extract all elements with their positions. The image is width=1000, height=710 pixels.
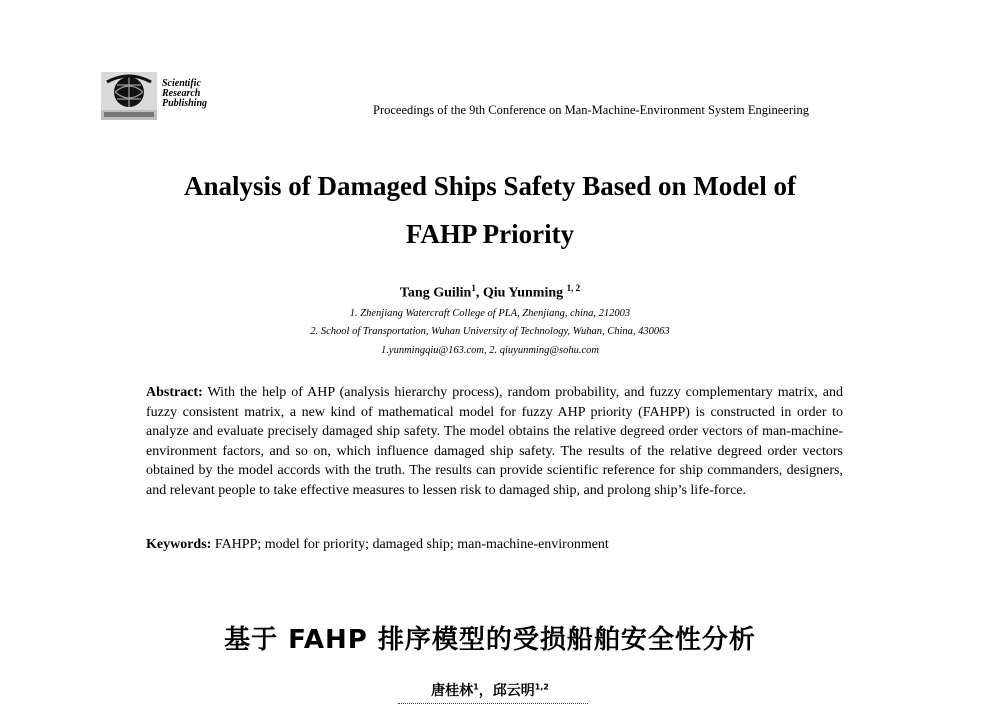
publisher-line: Scientific xyxy=(162,78,201,89)
publisher-line: Research xyxy=(162,88,201,99)
author-list xyxy=(0,283,990,302)
chinese-author-name: 唐桂林 xyxy=(431,683,474,699)
author-name: Qiu Yunming xyxy=(482,285,567,301)
chinese-author-mark: 1,2 xyxy=(534,682,549,692)
affiliation-1: 1. Zhenjiang Watercraft College of PLA, Zhenjiang, china, 212003 xyxy=(349,308,631,319)
publisher-name xyxy=(162,79,207,109)
author-affiliation-mark: 1 xyxy=(471,283,476,293)
keywords-label: Keywords: xyxy=(146,537,212,552)
conference-header: Proceedings of the 9th Conference on Man-Machine-Environment System Engineering xyxy=(373,103,809,117)
publisher-line: Publishing xyxy=(162,98,208,109)
globe-icon xyxy=(101,72,157,120)
chinese-author-separator: ， xyxy=(478,683,493,699)
paper-title-line2: FAHP Priority xyxy=(405,219,575,249)
publisher-logo xyxy=(101,72,231,122)
abstract-label: Abstract: xyxy=(146,385,203,400)
abstract xyxy=(146,383,843,501)
cut-off-affiliation-line xyxy=(398,703,588,710)
paper-title-line1: Analysis of Damaged Ships Safety Based on Model of xyxy=(183,171,797,201)
chinese-author-mark: 1 xyxy=(473,682,479,692)
author-affiliation-mark: 1, 2 xyxy=(566,283,581,293)
abstract-text: With the help of AHP (analysis hierarchy process), random probability, and fuzzy complementary matrix, and fuzzy consistent matrix, a new kind of mathematical model for fuzzy AHP priority (FAHPP) is constructed in order to analyze and evaluate precisely damaged ship safety. The model obtains the relative degreed order vectors of man-machine-environment factors, and so on, which influence damaged ship safety. The results of the relative degreed order vectors obtained by the model accords with the truth. The results can provide scientific reference for ship commanders, designers, and relevant people to take effective measures to lessen risk to damaged ship, and prolong ship’s life-force. xyxy=(146,385,843,498)
affiliation-2: 2. School of Transportation, Wuhan University of Technology, Wuhan, China, 430063 xyxy=(310,326,670,337)
keywords xyxy=(146,537,843,553)
author-separator: , xyxy=(475,285,483,301)
chinese-author-list xyxy=(0,680,990,700)
chinese-author-name: 邱云明 xyxy=(492,683,535,699)
keywords-text: FAHPP; model for priority; damaged ship; man-machine-environment xyxy=(211,537,609,552)
author-emails: 1.yunmingqiu@163.com, 2. qiuyunming@sohu.com xyxy=(381,345,599,356)
chinese-title: 基于 FAHP 排序模型的受损船舶安全性分析 xyxy=(224,625,756,655)
author-name: Tang Guilin xyxy=(399,285,472,301)
